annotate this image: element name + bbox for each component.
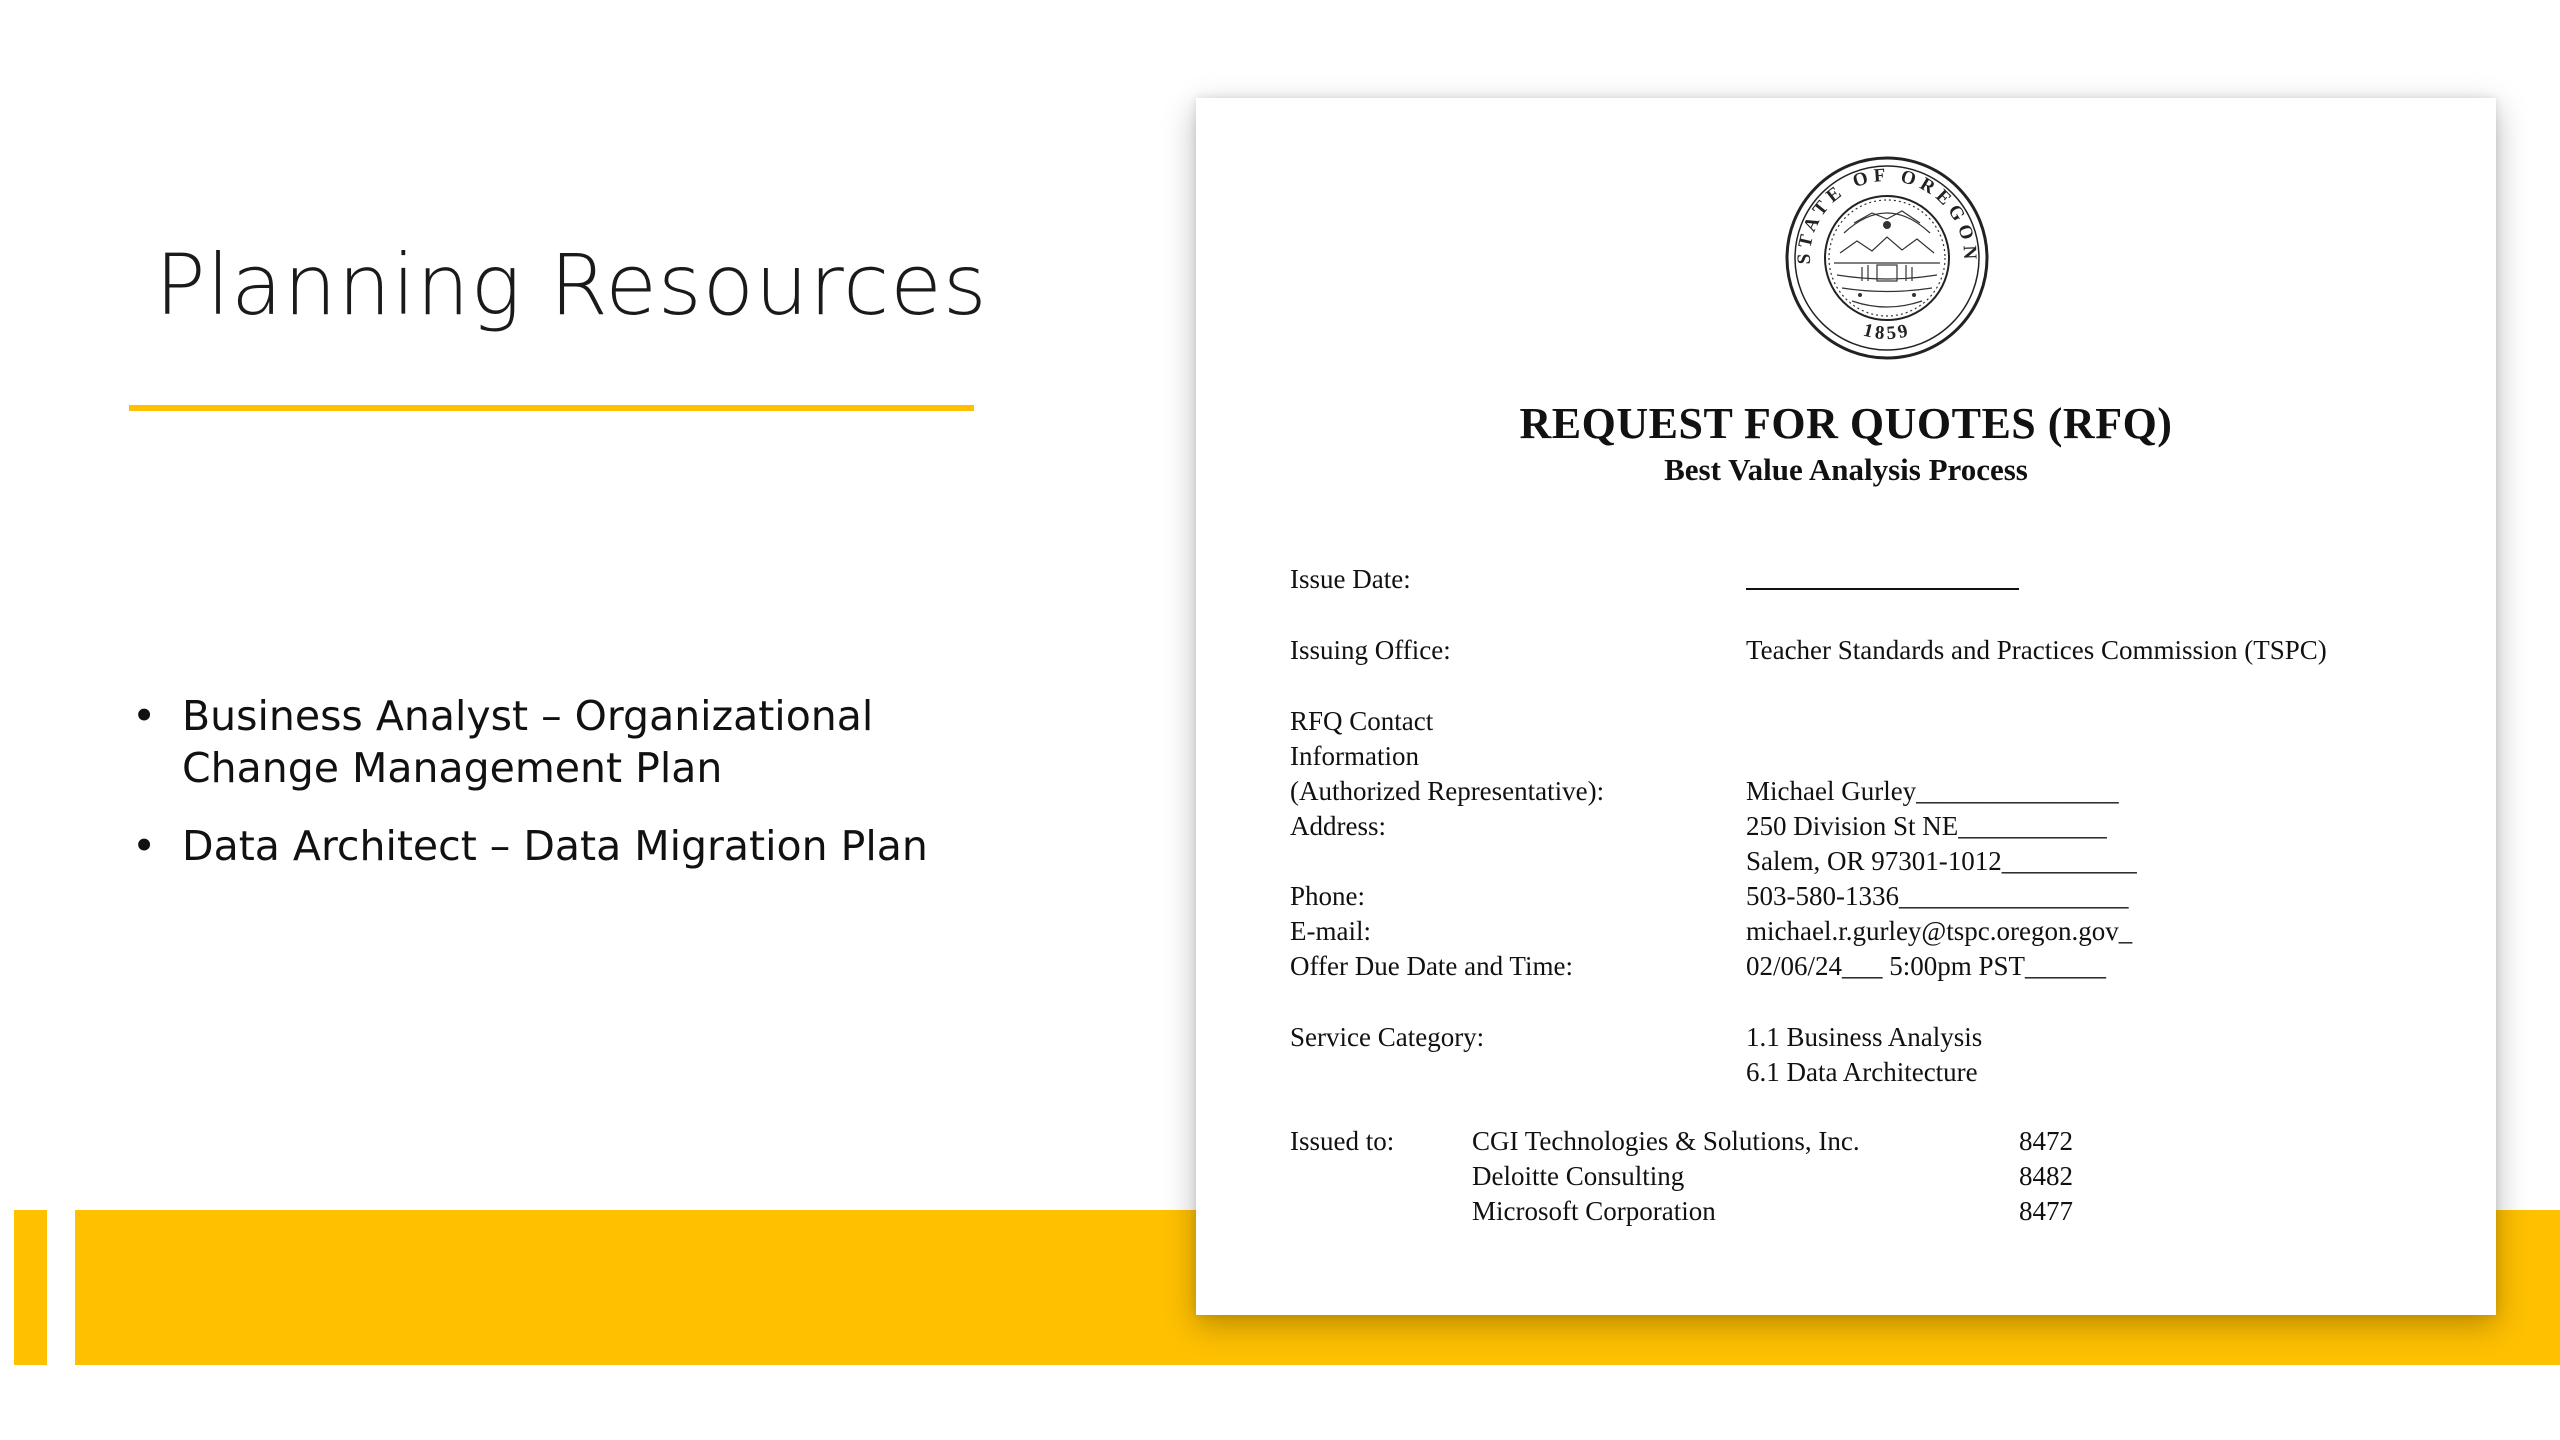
phone-label: Phone: <box>1290 881 1366 911</box>
bullet-text-line: Change Management Plan <box>182 744 723 792</box>
rfq-title: REQUEST FOR QUOTES (RFQ) <box>1519 399 2173 448</box>
phone-value: 503-580-1336_________________ <box>1746 881 2129 911</box>
bullet-text-line: Business Analyst – Organizational <box>182 692 874 740</box>
accent-band-left <box>14 1210 47 1365</box>
contact-label-line: RFQ Contact <box>1290 706 1434 736</box>
bullet-list <box>132 690 982 898</box>
service-category-item: 1.1 Business Analysis <box>1746 1022 1983 1052</box>
contact-label-line: Information <box>1290 741 1419 771</box>
issued-to-number: 8472 <box>2019 1126 2073 1156</box>
bullet-item-business-analyst <box>132 690 982 794</box>
bullet-text-line: Data Architect – Data Migration Plan <box>182 822 928 870</box>
issued-to-name: Deloitte Consulting <box>1472 1161 1685 1191</box>
issued-to-name: Microsoft Corporation <box>1472 1196 1716 1226</box>
issued-to-number: 8477 <box>2019 1196 2073 1226</box>
issue-date-label: Issue Date: <box>1290 564 1411 594</box>
slide-title: Planning Resources <box>155 236 988 334</box>
rfq-document-image <box>1196 98 2496 1315</box>
bullet-marker: • <box>132 822 157 870</box>
address-line-1: 250 Division St NE___________ <box>1746 811 2107 841</box>
title-underline <box>129 405 974 411</box>
state-of-oregon-seal-icon <box>1782 153 1992 363</box>
rfq-subtitle: Best Value Analysis Process <box>1664 452 2028 487</box>
offer-due-value: 02/06/24___ 5:00pm PST______ <box>1746 951 2107 981</box>
issue-date-blank <box>1746 588 2019 590</box>
seal-text: STATE OF OREGON <box>1793 164 1981 265</box>
service-category-item: 6.1 Data Architecture <box>1746 1057 1978 1087</box>
offer-due-label: Offer Due Date and Time: <box>1290 951 1573 981</box>
issuing-office-label: Issuing Office: <box>1290 635 1451 665</box>
email-value: michael.r.gurley@tspc.oregon.gov_ <box>1746 916 2133 946</box>
address-line-2: Salem, OR 97301-1012__________ <box>1746 846 2137 876</box>
seal-year: 1859 <box>1861 319 1913 345</box>
bullet-item-data-architect <box>132 820 982 872</box>
issued-to-name: CGI Technologies & Solutions, Inc. <box>1472 1126 1860 1156</box>
email-label: E-mail: <box>1290 916 1371 946</box>
svg-text:1859 <box>1861 320 1913 345</box>
contact-value: Michael Gurley_______________ <box>1746 776 2119 806</box>
issuing-office-value: Teacher Standards and Practices Commission (TSPC) <box>1746 635 2327 665</box>
contact-label-line: (Authorized Representative): <box>1290 776 1605 806</box>
issued-to-label: Issued to: <box>1290 1126 1395 1156</box>
issued-to-number: 8482 <box>2019 1161 2073 1191</box>
bullet-marker: • <box>132 692 157 740</box>
svg-text:STATE OF OREGON <box>1794 165 1980 265</box>
service-category-label: Service Category: <box>1290 1022 1485 1052</box>
address-label: Address: <box>1290 811 1386 841</box>
